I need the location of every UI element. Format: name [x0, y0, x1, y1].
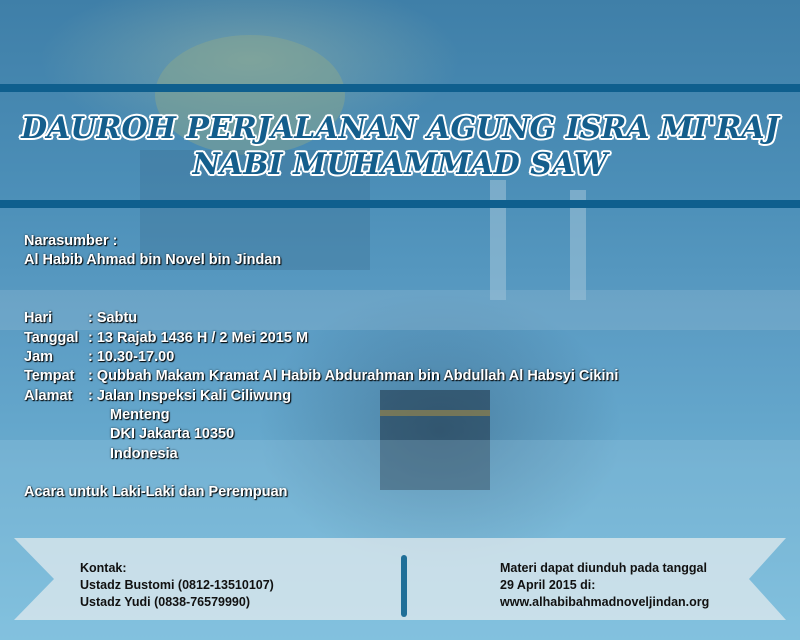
- detail-value-time: : 10.30-17.00: [88, 349, 175, 365]
- contact-heading: Kontak:: [80, 561, 127, 575]
- top-accent-bar: [0, 84, 800, 92]
- address-line-country: Indonesia: [110, 446, 178, 462]
- detail-label-place: Tempat: [24, 368, 75, 384]
- bottom-accent-bar: [0, 200, 800, 208]
- title-line-2: NABI MUHAMMAD SAW: [192, 147, 608, 182]
- contact-line-2: Ustadz Yudi (0838-76579990): [80, 595, 251, 609]
- detail-label-time: Jam: [24, 349, 54, 365]
- speaker-name: Al Habib Ahmad bin Novel bin Jindan: [24, 252, 282, 268]
- download-line-2: 29 April 2015 di:: [500, 578, 596, 592]
- detail-label-date: Tanggal: [24, 330, 79, 346]
- detail-value-day: : Sabtu: [88, 310, 138, 326]
- speaker-label: Narasumber :: [24, 233, 118, 249]
- detail-label-address: Alamat: [24, 388, 73, 404]
- detail-label-day: Hari: [24, 310, 53, 326]
- detail-value-date: : 13 Rajab 1436 H / 2 Mei 2015 M: [88, 330, 309, 346]
- contact-line-1: Ustadz Bustomi (0812-13510107): [80, 578, 274, 592]
- ribbon-divider: [401, 555, 407, 617]
- address-line-city: DKI Jakarta 10350: [110, 426, 235, 442]
- download-url[interactable]: www.alhabibahmadnoveljindan.org: [500, 595, 710, 609]
- title-line-1: DAUROH PERJALANAN AGUNG ISRA MI'RAJ: [21, 111, 779, 146]
- address-line-district: Menteng: [110, 407, 170, 423]
- detail-value-place: : Qubbah Makam Kramat Al Habib Abdurahman bin Abdullah Al Habsyi Cikini: [88, 368, 619, 384]
- detail-value-address: : Jalan Inspeksi Kali Ciliwung: [88, 388, 292, 404]
- audience-note: Acara untuk Laki-Laki dan Perempuan: [24, 484, 288, 500]
- download-line-1: Materi dapat diunduh pada tanggal: [500, 561, 707, 575]
